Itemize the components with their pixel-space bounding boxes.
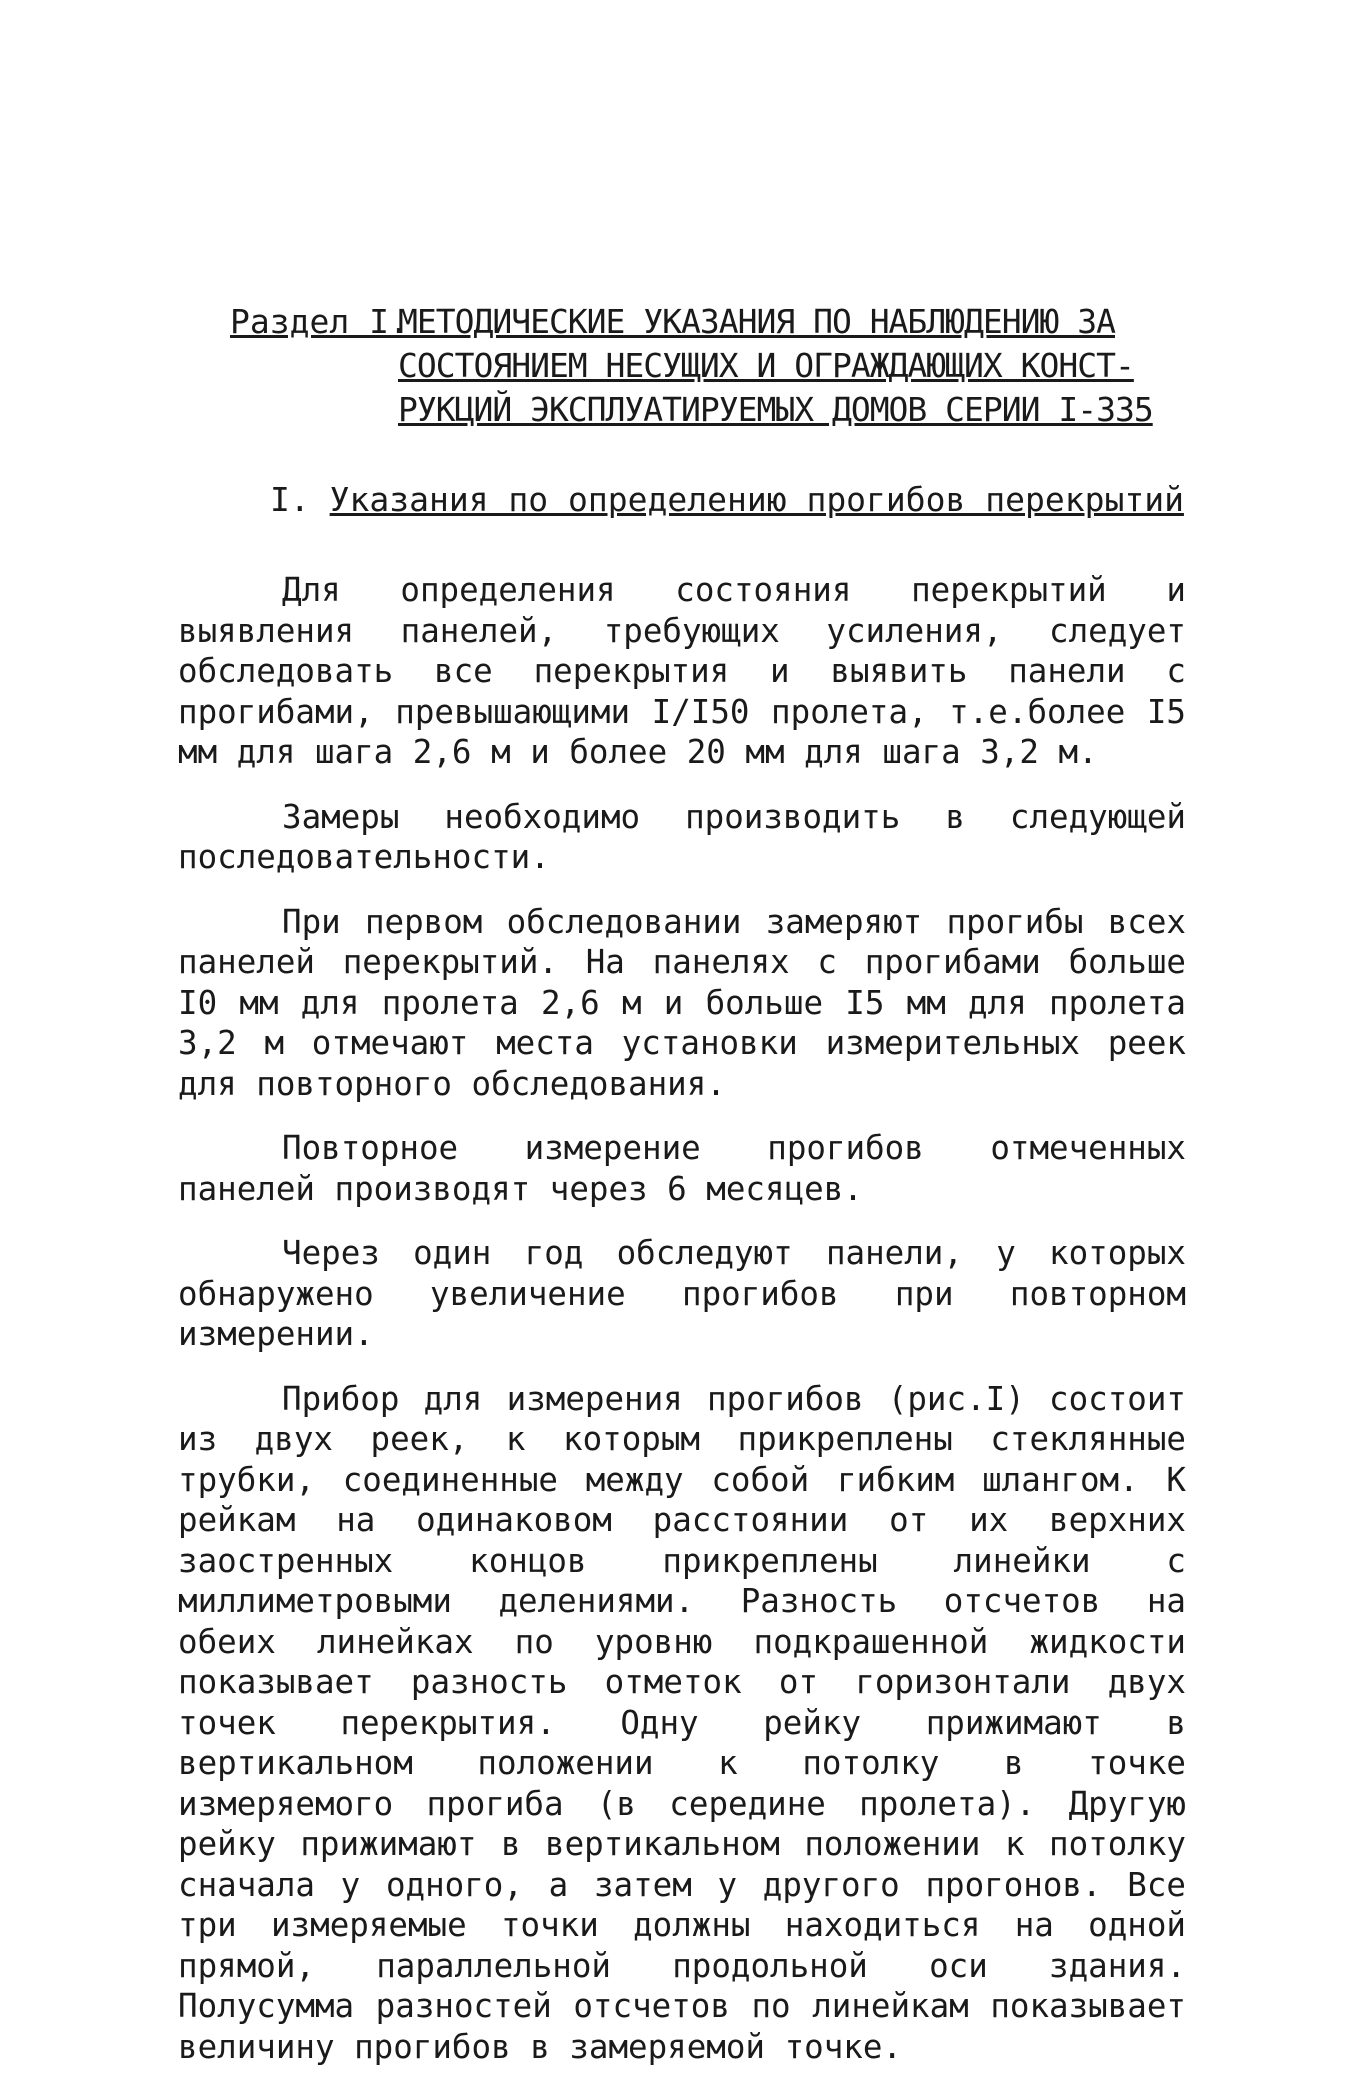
section-title-line: МЕТОДИЧЕСКИЕ УКАЗАНИЯ ПО НАБЛЮДЕНИЮ ЗА — [398, 302, 1115, 341]
subsection-title: Указания по определению прогибов перекрытий — [329, 480, 1184, 519]
paragraph: Замеры необходимо производить в следующей последовательности. — [178, 797, 1186, 876]
paragraph: При первом обследовании замеряют прогибы всех панелей перекрытий. На панелях с прогибами больше I0 мм для пролета 2,6 м и больше I5 мм для пролета 3,2 м отмечают места установки измерительных реек для повторного обследования. — [178, 902, 1186, 1103]
paragraph: Прибор для измерения прогибов (рис.I) состоит из двух реек, к которым прикреплены стеклянные трубки, соединенные между собой гибким шлангом. К рейкам на одинаковом расстоянии от их верхних заостренных концов прикреплены линейки с миллиметровыми делениями. Разность отсчетов на обеих линейках по уровню подкрашенной жидкости показывает разность отметок от горизонтали двух точек перекрытия. Одну рейку прижимают в вертикальном положении к потолку в точке измеряемого прогиба (в середине пролета). Другую рейку прижимают в вертикальном положении к потолку сначала у одного, а затем у другого прогонов. Все три измеряемые точки должны находиться на одной прямой, параллельной продольной оси здания. Полусумма разностей отсчетов по линейкам показывает величину прогибов в замеряемой точке. — [178, 1379, 1186, 2066]
paragraph: Через один год обследуют панели, у которых обнаружено увеличение прогибов при повторном измерении. — [178, 1234, 1186, 1353]
subsection-heading — [270, 478, 1184, 522]
section-title-line: СОСТОЯНИЕМ НЕСУЩИХ И ОГРАЖДАЮЩИХ КОНСТ- — [398, 346, 1134, 385]
subsection-number: I. — [270, 480, 310, 519]
section-title-line: РУКЦИЙ ЭКСПЛУАТИРУЕМЫХ ДОМОВ СЕРИИ I-335 — [398, 390, 1153, 429]
section-title — [398, 300, 1153, 432]
body-text — [178, 570, 1186, 2091]
section-label: Раздел I. — [230, 302, 409, 341]
paragraph: Повторное измерение прогибов отмеченных панелей производят через 6 месяцев. — [178, 1129, 1186, 1208]
paragraph: Для определения состояния перекрытий и выявления панелей, требующих усиления, следует обследовать все перекрытия и выявить панели с прогибами, превышающими I/I50 пролета, т.е.более I5 мм для шага 2,6 м и более 20 мм для шага 3,2 м. — [178, 571, 1186, 771]
